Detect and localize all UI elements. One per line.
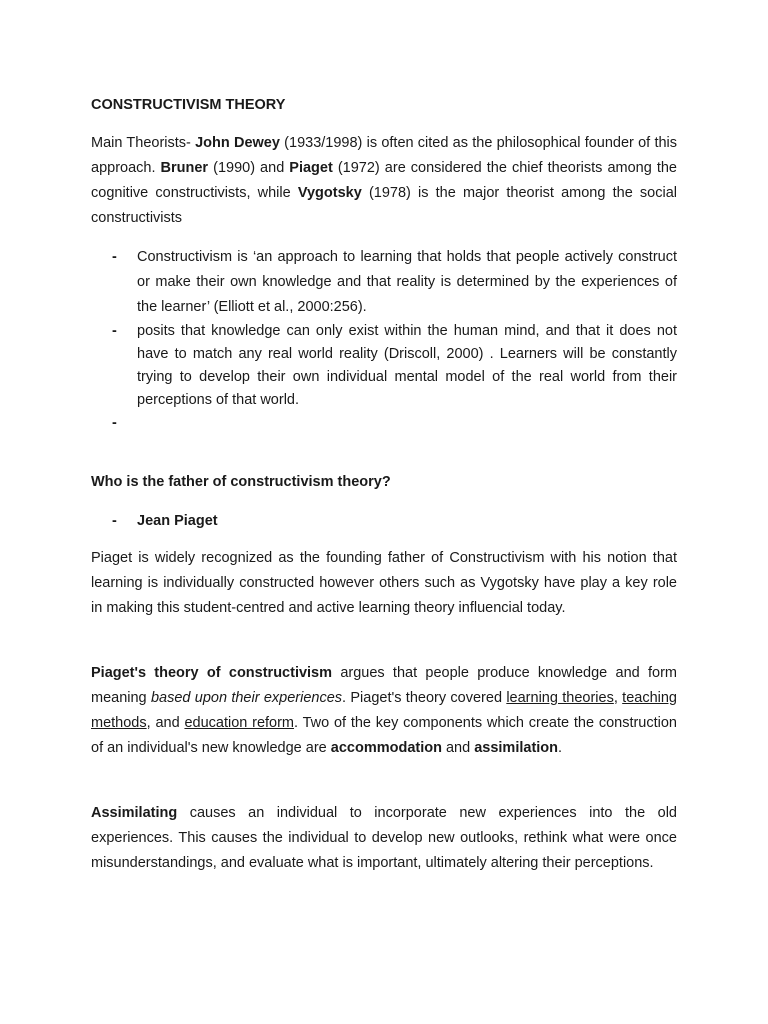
question-heading: Who is the father of constructivism theory? [91, 474, 391, 490]
list-item: - posits that knowledge can only exist within the human mind, and that it does not have to match any real world reality (Driscoll, 2000) . Learners will be constantly trying to develop their own individual mental model of the real world from their perceptions of that world. [112, 323, 677, 408]
teaching-methods-link[interactable]: teaching methods [91, 690, 677, 731]
definition-list [91, 245, 677, 435]
bruner-name: Bruner [160, 160, 209, 176]
answer-text: Jean Piaget [137, 513, 218, 529]
theory-paragraph: Piaget's theory of constructivism argues that people produce knowledge and form meaning based upon their experiences. Piaget's theory covered learning theories, teaching methods, and education reform. Two of the key components which create the construction of an individual's new knowledge are accommodation and assimilation. [91, 665, 678, 756]
dewey-name: John Dewey [195, 135, 280, 151]
vygotsky-name: Vygotsky [297, 185, 362, 201]
answer-list [91, 510, 677, 533]
father-paragraph: Piaget is widely recognized as the founding father of Constructivism with his notion that learning is individually constructed however others such as Vygotsky have play a key role in making this student-centred and active learning theory influencial today. [91, 550, 677, 616]
document-title: CONSTRUCTIVISM THEORY [91, 97, 286, 113]
list-item: - Constructivism is ‘an approach to learning that holds that people actively construct or make their own knowledge and that reality is determined by the experiences of the learner’ (Elliott et al., 2000:256). [112, 249, 677, 315]
bullet-text: Constructivism is ‘an approach to learning that holds that people actively construct or make their own knowledge and that reality is determined by the experiences of the learner’ (Elliott et al., 2000:256). [137, 249, 677, 315]
piaget-name: Piaget [289, 160, 333, 176]
assimilation-paragraph: Assimilating causes an individual to incorporate new experiences into the old experiences. This causes the individual to develop new outlooks, rethink what were once misunderstandings, and evaluate what is important, ultimately altering their perceptions. [91, 805, 677, 871]
bullet-text: posits that knowledge can only exist within the human mind, and that it does not have to match any real world reality (Driscoll, 2000) . Learners will be constantly trying to develop their own individual mental model of the real world from their perceptions of that world. [137, 323, 677, 408]
list-item-empty: - [112, 415, 117, 431]
theorists-paragraph: Main Theorists- John Dewey (1933/1998) is often cited as the philosophical founder of this approach. Bruner (1990) and Piaget (1972) are considered the chief theorists among the cognitive constructivists, while Vygotsky (1978) is the major theorist among the social constructivists [91, 135, 678, 226]
education-reform-link[interactable]: education reform [184, 715, 295, 731]
learning-theories-link[interactable]: learning theories [506, 690, 614, 706]
list-item: - Jean Piaget [112, 513, 218, 529]
